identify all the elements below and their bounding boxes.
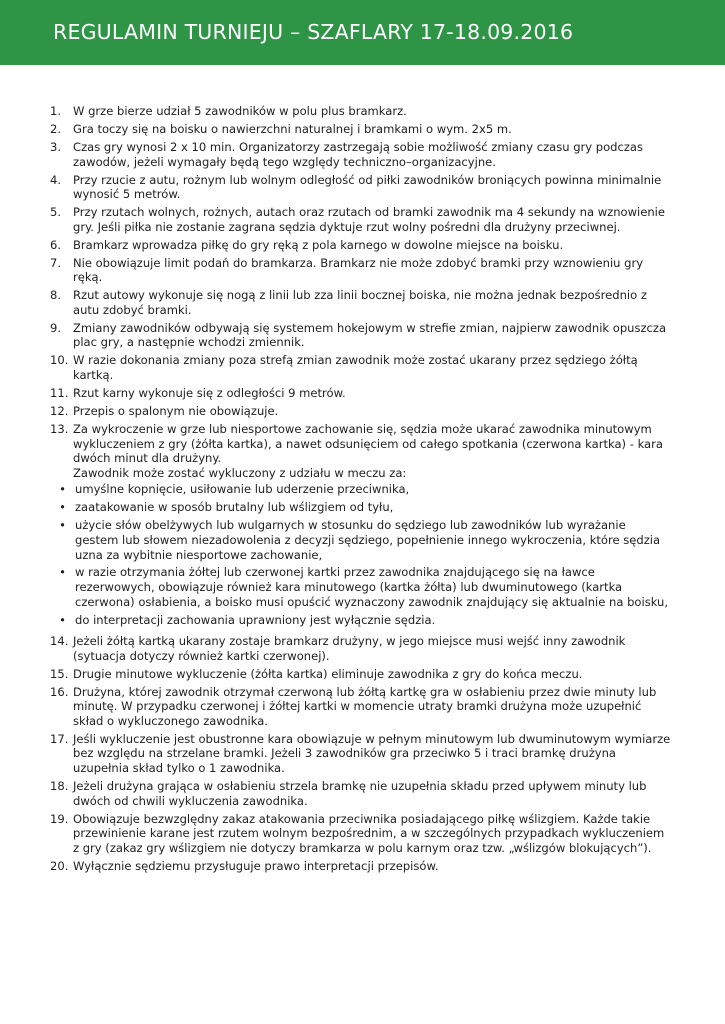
rule-number: 7.	[50, 255, 62, 270]
rule-body	[73, 256, 672, 285]
rule-text: Czas gry wynosi 2 x 10 min. Organizatorzy zastrzegają sobie możliwość zmiany czasu gry podczas zawodów, jeżeli wymagały będą tego względy techniczno–organizacyjne.	[73, 139, 644, 169]
offense-bullet-item	[50, 613, 672, 628]
rule-text: Bramkarz wprowadza piłkę do gry ręką z pola karnego w dowolne miejsce na boisku.	[73, 237, 564, 252]
rule-number: 9.	[50, 320, 62, 335]
rule-number: 3.	[50, 139, 62, 154]
rule-item	[50, 685, 672, 729]
rule-body	[73, 732, 672, 776]
rule-item	[50, 205, 672, 234]
page-title: REGULAMIN TURNIEJU – SZAFLARY 17-18.09.2016	[53, 20, 574, 44]
rule-body	[73, 173, 672, 202]
rule-item	[50, 140, 672, 169]
rule-text: Drugie minutowe wykluczenie (żółta kartka) eliminuje zawodnika z gry do końca meczu.	[73, 666, 583, 681]
rule-body	[73, 685, 672, 729]
rule-text: W razie dokonania zmiany poza strefą zmian zawodnik może zostać ukarany przez sędziego żółtą kartką.	[73, 353, 638, 383]
rule-item	[50, 779, 672, 808]
rule-item	[50, 353, 672, 382]
rule-text: Rzut autowy wykonuje się nogą z linii lub zza linii bocznej boiska, nie można jednak bezpośrednio z autu zdobyć bramki.	[73, 288, 647, 317]
offense-bullet-item	[50, 518, 672, 562]
rule-item	[50, 422, 672, 631]
rule-item	[50, 238, 672, 253]
rule-number: 15.	[50, 666, 69, 681]
rule-item	[50, 732, 672, 776]
bullet-icon: •	[59, 500, 66, 515]
rule-body	[73, 386, 672, 401]
bullet-text: do interpretacji zachowania uprawniony jest wyłącznie sędzia.	[75, 612, 436, 627]
rule-text: Obowiązuje bezwzględny zakaz atakowania przeciwnika posiadającego piłkę wślizgiem. Każde takie przewinienie karane jest rzutem wolnym bezpośrednim, a w szczególnych przypadkach wykluczeniem z gry (zakaz gry wślizgiem nie dotyczy bramkarza w polu karnym oraz tzw. „wślizgów blokujących”).	[73, 811, 665, 855]
rule-text: Nie obowiązuje limit podań do bramkarza. Bramkarz nie może zdobyć bramki przy wznowieniu gry ręką.	[73, 255, 644, 285]
rule-text: Przy rzutach wolnych, rożnych, autach oraz rzutach od bramki zawodnik ma 4 sekundy na wznowienie gry. Jeśli piłka nie zostanie zagrana sędzia dyktuje rzut wolny pośredni dla drużyny przeciwnej.	[73, 205, 665, 234]
rule-text: W grze bierze udział 5 zawodników w polu plus bramkarz.	[73, 104, 407, 118]
rule-text: Przepis o spalonym nie obowiązuje.	[73, 403, 279, 418]
rule-body	[73, 122, 672, 137]
rule-item	[50, 386, 672, 401]
rule-number: 1.	[50, 104, 62, 118]
rules-list	[50, 104, 672, 873]
rule-number: 4.	[50, 172, 62, 187]
rule-text: Drużyna, której zawodnik otrzymał czerwoną lub żółtą kartkę gra w osłabieniu przez dwie minuty lub minutę. W przypadku czerwonej i żółtej kartki w momencie utraty bramki drużyna może uzupełnić skład o wykluczonego zawodnika.	[73, 684, 657, 728]
rule-item	[50, 321, 672, 350]
rule-text: Jeżeli drużyna grająca w osłabieniu strzela bramkę nie uzupełnia składu przed upływem minuty lub dwóch od chwili wykluczenia zawodnika.	[73, 778, 647, 808]
rule-body	[73, 634, 672, 663]
bullet-text: w razie otrzymania żółtej lub czerwonej kartki przez zawodnika znajdującego się na ławce rezerwowych, obowiązuje również kara minutowego (kartka żółta) lub dwuminutowego (kartka czerwona) osłabienia, a boisko musi opuścić wyznaczony zawodnik znajdujący się aktualnie na boisku,	[75, 565, 669, 609]
bullet-icon: •	[59, 612, 66, 627]
rule-text: Jeśli wykluczenie jest obustronne kara obowiązuje w pełnym minutowym lub dwuminutowym wymiarze bez względu na strzelane bramki. Jeżeli 3 zawodników gra przeciwko 5 i traci bramkę drużyna uzupełnia skład tylko o 1 zawodnika.	[73, 731, 671, 775]
bullet-text: umyślne kopnięcie, usiłowanie lub uderzenie przeciwnika,	[75, 482, 410, 497]
rule-text: Gra toczy się na boisku o nawierzchni naturalnej i bramkami o wym. 2x5 m.	[73, 121, 512, 136]
rule-body	[73, 667, 672, 682]
rule-item	[50, 173, 672, 202]
bullet-icon: •	[59, 482, 66, 497]
rule-item	[50, 667, 672, 682]
rule-continuation: Zawodnik może zostać wykluczony z udziału w meczu za:	[73, 465, 407, 480]
rule-body	[73, 321, 672, 350]
rule-number: 8.	[50, 288, 62, 303]
bullet-text: użycie słów obelżywych lub wulgarnych w stosunku do sędziego lub zawodników lub wyrażanie gestem lub słowem niezadowolenia z decyzji sędziego, popełnienie innego wykroczenia, które sędzia uzna za wybitnie niesportowe zachowanie,	[75, 518, 661, 562]
rule-item	[50, 256, 672, 285]
bullet-text: zaatakowanie w sposób brutalny lub wślizgiem od tyłu,	[75, 500, 394, 515]
rule-item	[50, 104, 672, 119]
rules-document	[50, 104, 672, 877]
rule-number: 17.	[50, 731, 69, 746]
rule-number: 12.	[50, 403, 69, 418]
rule-text: Jeżeli żółtą kartką ukarany zostaje bramkarz drużyny, w jego miejsce musi wejść inny zawodnik (sytuacja dotyczy również kartki czerwonej).	[73, 634, 626, 663]
rule-body	[73, 238, 672, 253]
rule-body	[73, 353, 672, 382]
rule-number: 16.	[50, 684, 69, 699]
rule-item	[50, 404, 672, 419]
rule-item	[50, 859, 672, 874]
rule-item	[50, 634, 672, 663]
bullet-icon: •	[59, 518, 66, 533]
rule-item	[50, 122, 672, 137]
rule-body	[73, 140, 672, 169]
offense-bullet-item	[50, 482, 672, 497]
rule-number: 18.	[50, 778, 69, 793]
rule-body	[73, 812, 672, 856]
rule-number: 13.	[50, 421, 69, 436]
header-banner	[0, 0, 725, 65]
offense-bullet-item	[50, 565, 672, 609]
rule-body	[73, 779, 672, 808]
rule-item	[50, 288, 672, 317]
rule-number: 20.	[50, 858, 69, 873]
rule-body	[73, 205, 672, 234]
rule-body	[73, 104, 672, 119]
offense-bullet-item	[50, 500, 672, 515]
rule-number: 11.	[50, 386, 69, 400]
rule-text: Rzut karny wykonuje się z odległości 9 metrów.	[73, 386, 346, 400]
rule-number: 6.	[50, 237, 62, 252]
rule-body	[73, 288, 672, 317]
rule-text: Przy rzucie z autu, rożnym lub wolnym odległość od piłki zawodników broniących powinna minimalnie wynosić 5 metrów.	[73, 172, 662, 202]
rule-text: Zmiany zawodników odbywają się systemem hokejowym w strefie zmian, najpierw zawodnik opuszcza plac gry, a następnie wchodzi zmiennik.	[73, 320, 667, 350]
rule-text: Wyłącznie sędziemu przysługuje prawo interpretacji przepisów.	[73, 858, 439, 873]
rule-number: 2.	[50, 121, 62, 136]
rule-item	[50, 812, 672, 856]
rule-number: 10.	[50, 353, 69, 368]
rule-body	[73, 404, 672, 419]
rule-number: 14.	[50, 634, 69, 649]
bullet-icon: •	[59, 565, 66, 580]
rule-text: Za wykroczenie w grze lub niesportowe zachowanie się, sędzia może ukarać zawodnika minutowym wykluczeniem z gry (żółta kartka), a nawet odsunięciem od całego spotkania (czerwona kartka) - kara dwóch minut dla drużyny.	[73, 421, 663, 466]
offense-bullet-list	[59, 482, 672, 627]
rule-number: 19.	[50, 811, 69, 826]
rule-number: 5.	[50, 205, 62, 220]
rule-body	[73, 859, 672, 874]
